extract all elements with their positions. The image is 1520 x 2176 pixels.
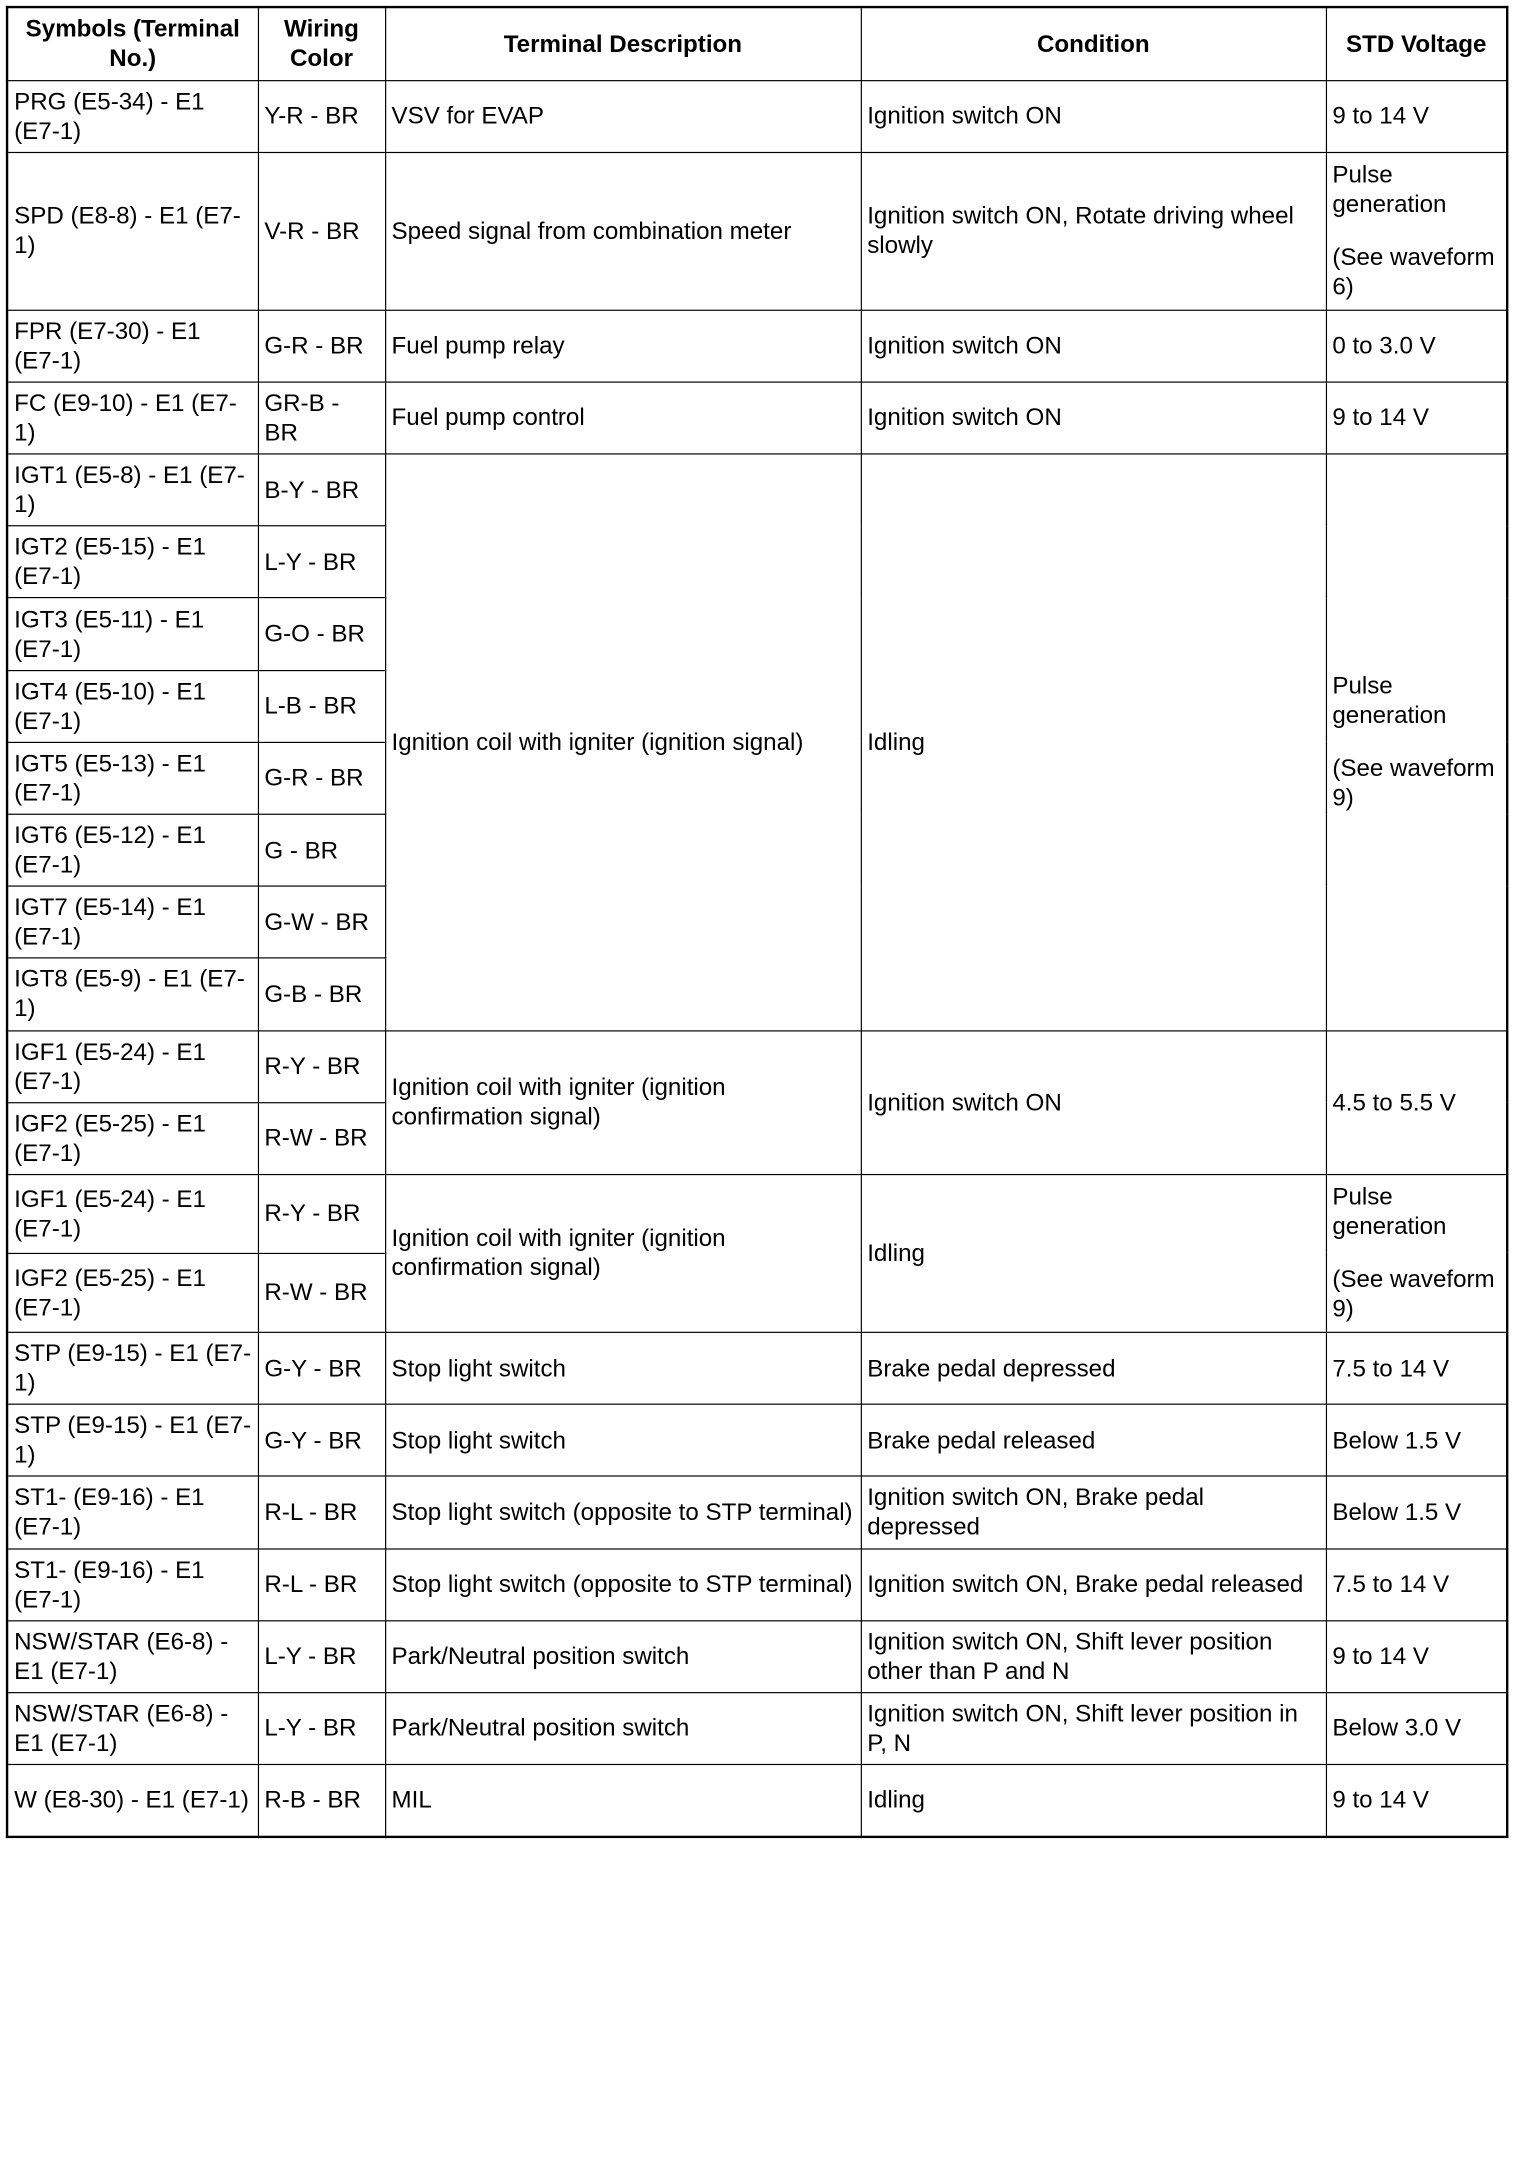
- table-row: [7, 80, 1507, 152]
- description-cell: MIL: [385, 1765, 861, 1837]
- condition-cell: Ignition switch ON, Rotate driving wheel slowly: [861, 152, 1326, 310]
- wiring-cell: G-Y - BR: [258, 1404, 385, 1476]
- voltage-cell: Below 1.5 V: [1326, 1476, 1507, 1548]
- description-cell: Speed signal from combination meter: [385, 152, 861, 310]
- symbol-cell: IGT3 (E5-11) - E1 (E7-1): [7, 598, 258, 670]
- voltage-line: Pulse generation: [1332, 161, 1447, 219]
- table-row: [7, 1548, 1507, 1620]
- voltage-cell: 9 to 14 V: [1326, 1765, 1507, 1837]
- table-row: [7, 1693, 1507, 1765]
- description-cell: Stop light switch: [385, 1332, 861, 1404]
- symbol-cell: ST1- (E9-16) - E1 (E7-1): [7, 1548, 258, 1620]
- voltage-cell: 9 to 14 V: [1326, 382, 1507, 454]
- table-header: [7, 7, 1507, 80]
- wiring-cell: G-W - BR: [258, 886, 385, 958]
- voltage-cell: [1326, 152, 1507, 310]
- voltage-note: (See waveform 9): [1332, 755, 1495, 812]
- wiring-cell: GR-B - BR: [258, 382, 385, 454]
- voltage-line: Pulse generation: [1332, 672, 1447, 730]
- table-row: [7, 382, 1507, 454]
- wiring-cell: R-Y - BR: [258, 1030, 385, 1102]
- wiring-cell: R-W - BR: [258, 1102, 385, 1174]
- wiring-cell: R-L - BR: [258, 1548, 385, 1620]
- symbol-cell: NSW/STAR (E6-8) - E1 (E7-1): [7, 1693, 258, 1765]
- description-cell: Park/Neutral position switch: [385, 1693, 861, 1765]
- table-row: [7, 310, 1507, 382]
- description-cell: Fuel pump control: [385, 382, 861, 454]
- wiring-cell: R-Y - BR: [258, 1174, 385, 1253]
- wiring-cell: G-B - BR: [258, 958, 385, 1030]
- description-cell: Park/Neutral position switch: [385, 1620, 861, 1692]
- wiring-cell: R-B - BR: [258, 1765, 385, 1837]
- table-row: [7, 1174, 1507, 1253]
- condition-cell: Brake pedal depressed: [861, 1332, 1326, 1404]
- symbol-cell: STP (E9-15) - E1 (E7-1): [7, 1404, 258, 1476]
- condition-cell: Ignition switch ON: [861, 80, 1326, 152]
- description-cell: Stop light switch (opposite to STP terminal): [385, 1548, 861, 1620]
- voltage-cell: 0 to 3.0 V: [1326, 310, 1507, 382]
- header-wiring: Wiring Color: [258, 7, 385, 80]
- symbol-cell: NSW/STAR (E6-8) - E1 (E7-1): [7, 1620, 258, 1692]
- terminal-table: [6, 6, 1508, 1838]
- voltage-line: Pulse generation: [1332, 1183, 1447, 1241]
- symbol-cell: IGT4 (E5-10) - E1 (E7-1): [7, 670, 258, 742]
- wiring-cell: G-O - BR: [258, 598, 385, 670]
- symbol-cell: IGF2 (E5-25) - E1 (E7-1): [7, 1102, 258, 1174]
- wiring-cell: B-Y - BR: [258, 454, 385, 526]
- voltage-note: (See waveform 6): [1332, 243, 1495, 301]
- symbol-cell: IGT1 (E5-8) - E1 (E7-1): [7, 454, 258, 526]
- condition-cell: Ignition switch ON: [861, 382, 1326, 454]
- condition-cell: Idling: [861, 454, 1326, 1030]
- wiring-cell: V-R - BR: [258, 152, 385, 310]
- condition-cell: Ignition switch ON: [861, 1030, 1326, 1174]
- symbol-cell: ST1- (E9-16) - E1 (E7-1): [7, 1476, 258, 1548]
- condition-cell: Ignition switch ON: [861, 310, 1326, 382]
- header-description: Terminal Description: [385, 7, 861, 80]
- wiring-cell: G-R - BR: [258, 742, 385, 814]
- wiring-cell: G - BR: [258, 814, 385, 886]
- description-cell: Ignition coil with igniter (ignition confirmation signal): [385, 1174, 861, 1332]
- symbol-cell: IGF1 (E5-24) - E1 (E7-1): [7, 1174, 258, 1253]
- wiring-cell: L-B - BR: [258, 670, 385, 742]
- wiring-cell: L-Y - BR: [258, 526, 385, 598]
- condition-cell: Brake pedal released: [861, 1404, 1326, 1476]
- symbol-cell: IGT8 (E5-9) - E1 (E7-1): [7, 958, 258, 1030]
- voltage-cell: 7.5 to 14 V: [1326, 1548, 1507, 1620]
- symbol-cell: STP (E9-15) - E1 (E7-1): [7, 1332, 258, 1404]
- table-row: [7, 1332, 1507, 1404]
- symbol-cell: FPR (E7-30) - E1 (E7-1): [7, 310, 258, 382]
- symbol-cell: IGF2 (E5-25) - E1 (E7-1): [7, 1253, 258, 1332]
- voltage-cell: [1326, 1174, 1507, 1332]
- condition-cell: Idling: [861, 1765, 1326, 1837]
- table-body: [7, 80, 1507, 1837]
- table-row: [7, 1620, 1507, 1692]
- symbol-cell: IGF1 (E5-24) - E1 (E7-1): [7, 1030, 258, 1102]
- wiring-cell: Y-R - BR: [258, 80, 385, 152]
- voltage-cell: Below 3.0 V: [1326, 1693, 1507, 1765]
- header-row: [7, 7, 1507, 80]
- header-voltage: STD Voltage: [1326, 7, 1507, 80]
- condition-cell: Ignition switch ON, Brake pedal released: [861, 1548, 1326, 1620]
- header-symbol: Symbols (Terminal No.): [7, 7, 258, 80]
- table-row: [7, 152, 1507, 310]
- wiring-cell: G-Y - BR: [258, 1332, 385, 1404]
- wiring-cell: G-R - BR: [258, 310, 385, 382]
- voltage-cell: 4.5 to 5.5 V: [1326, 1030, 1507, 1174]
- description-cell: Stop light switch (opposite to STP terminal): [385, 1476, 861, 1548]
- description-cell: Fuel pump relay: [385, 310, 861, 382]
- voltage-cell: Below 1.5 V: [1326, 1404, 1507, 1476]
- symbol-cell: IGT6 (E5-12) - E1 (E7-1): [7, 814, 258, 886]
- wiring-cell: R-W - BR: [258, 1253, 385, 1332]
- description-cell: Ignition coil with igniter (ignition signal): [385, 454, 861, 1030]
- voltage-cell: [1326, 454, 1507, 1030]
- symbol-cell: FC (E9-10) - E1 (E7-1): [7, 382, 258, 454]
- condition-cell: Idling: [861, 1174, 1326, 1332]
- voltage-cell: 7.5 to 14 V: [1326, 1332, 1507, 1404]
- table-row: [7, 1476, 1507, 1548]
- description-cell: Stop light switch: [385, 1404, 861, 1476]
- table-row: [7, 454, 1507, 526]
- condition-cell: Ignition switch ON, Brake pedal depressed: [861, 1476, 1326, 1548]
- condition-cell: Ignition switch ON, Shift lever position in P, N: [861, 1693, 1326, 1765]
- voltage-cell: 9 to 14 V: [1326, 80, 1507, 152]
- wiring-cell: L-Y - BR: [258, 1693, 385, 1765]
- description-cell: Ignition coil with igniter (ignition confirmation signal): [385, 1030, 861, 1174]
- symbol-cell: SPD (E8-8) - E1 (E7-1): [7, 152, 258, 310]
- wiring-cell: L-Y - BR: [258, 1620, 385, 1692]
- description-cell: VSV for EVAP: [385, 80, 861, 152]
- symbol-cell: IGT2 (E5-15) - E1 (E7-1): [7, 526, 258, 598]
- table-row: [7, 1404, 1507, 1476]
- voltage-cell: 9 to 14 V: [1326, 1620, 1507, 1692]
- condition-cell: Ignition switch ON, Shift lever position other than P and N: [861, 1620, 1326, 1692]
- wiring-cell: R-L - BR: [258, 1476, 385, 1548]
- symbol-cell: PRG (E5-34) - E1 (E7-1): [7, 80, 258, 152]
- table-row: [7, 1030, 1507, 1102]
- voltage-note: (See waveform 9): [1332, 1266, 1495, 1323]
- symbol-cell: W (E8-30) - E1 (E7-1): [7, 1765, 258, 1837]
- table-row: [7, 1765, 1507, 1837]
- symbol-cell: IGT7 (E5-14) - E1 (E7-1): [7, 886, 258, 958]
- header-condition: Condition: [861, 7, 1326, 80]
- symbol-cell: IGT5 (E5-13) - E1 (E7-1): [7, 742, 258, 814]
